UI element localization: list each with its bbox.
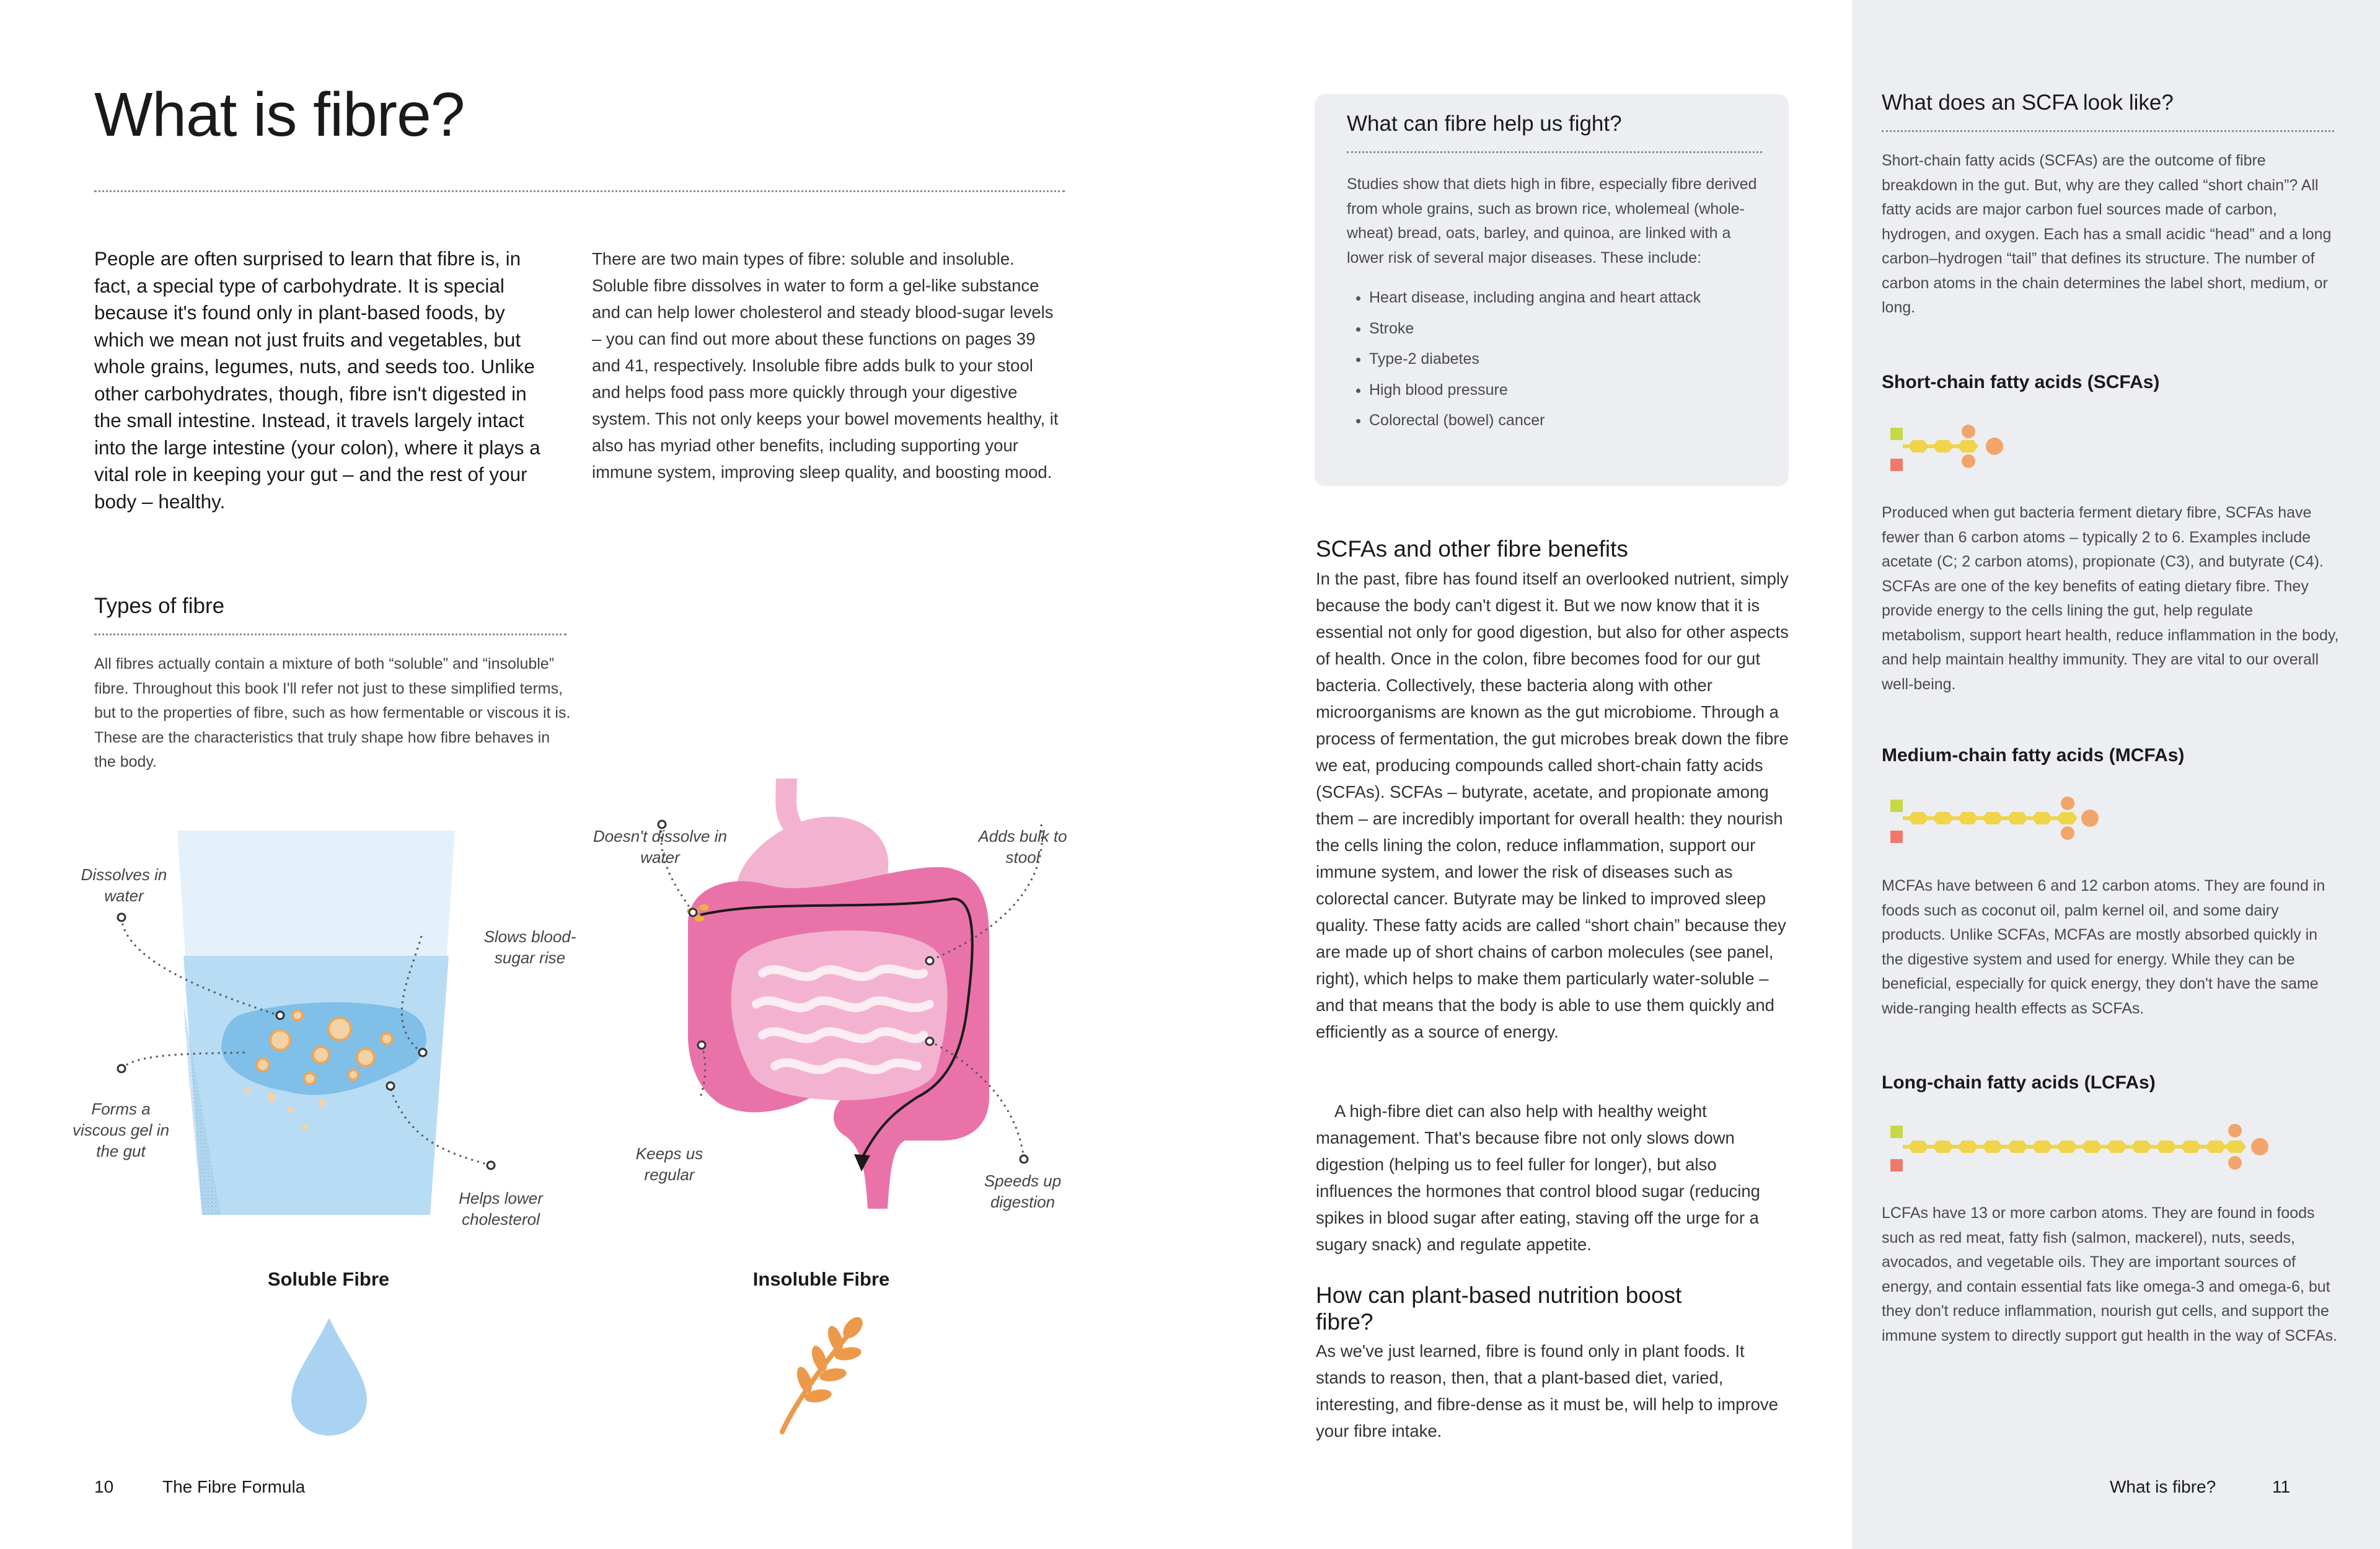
label-keeps-regular: Keeps us regular <box>635 1144 703 1184</box>
label-doesnt-dissolve: Doesn't dissolve in water <box>593 827 727 867</box>
wheat-grain-icon <box>769 1314 874 1438</box>
small-intestine-icon <box>731 930 948 1100</box>
scfa-title: Short-chain fatty acids (SCFAs) <box>1882 372 2160 392</box>
list-item: • Type-2 diabetes <box>1369 344 1772 375</box>
running-title-left: The Fibre Formula <box>162 1477 306 1496</box>
boost-heading: How can plant-based nutrition boost fibre? <box>1316 1282 1682 1335</box>
types-paragraph: There are two main types of fibre: soluble and insoluble. Soluble fibre dissolves in water to form a gel-like substance and can help lower cholesterol and steady blood-sugar levels – you can find out more about these functions on pages 39 and 41, respectively. Insoluble fibre adds bulk to your stool and helps food pass more quickly through your digestive system. This not only keeps your bowel movements healthy, it also has myriad other benefits, including supporting your immune system, improving sleep quality, and boosting mood. <box>592 249 1059 482</box>
mcfa-molecule-icon <box>1890 793 2101 843</box>
sidebar-divider <box>1882 130 2334 132</box>
insoluble-fibre-title: Insoluble Fibre <box>752 1268 890 1290</box>
list-item: • Colorectal (bowel) cancer <box>1369 405 1772 436</box>
lcfa-text: LCFAs have 13 or more carbon atoms. They are found in foods such as red meat, fatty fish (salmon, mackerel), nuts, seeds, avocados, and vegetable oils. They are important sources of energy, and contain essential fats like omega-3 and omega-6, but they don't reduce inflammation, nourish gut cells, and support the immune system to directly support gut health in the way of SCFAs. <box>1882 1204 2338 1344</box>
sidebar-heading: What does an SCFA look like? <box>1882 90 2174 115</box>
types-divider <box>94 633 566 635</box>
label-slows: Slows blood-sugar rise <box>483 927 576 967</box>
scfa-text: Produced when gut bacteria ferment dietary fibre, SCFAs have fewer than 6 carbon atoms – typically 2 to 6. Examples include acetate (C; 2 carbon atoms), propionate (C3), and butyrate (C4). SCFAs are one of the key benefits of eating dietary fibre. They provide energy to the cells lining the gut, help regulate metabolism, support heart health, reduce inflammation in the body, and help maintain healthy immunity. They are vital to our overall well-being. <box>1882 504 2339 693</box>
fight-divider <box>1347 151 1762 153</box>
running-title-right: What is fibre? <box>2110 1477 2216 1496</box>
mcfa-text: MCFAs have between 6 and 12 carbon atoms. They are found in foods such as coconut oil, palm kernel oil, and some dairy products. Unlike SCFAs, MCFAs are mostly absorbed quickly in the digestive system and used for energy. While they can be beneficial, especially for quick energy, they don't have the same wide-ranging health effects as SCFAs. <box>1882 877 2325 1017</box>
label-helps: Helps lower cholesterol <box>459 1189 543 1229</box>
scfa-heading: SCFAs and other fibre benefits <box>1316 536 1628 562</box>
label-forms: Forms a viscous gel in the gut <box>72 1100 170 1160</box>
mcfa-title: Medium-chain fatty acids (MCFAs) <box>1882 745 2185 766</box>
boost-paragraph: As we've just learned, fibre is found only in plant foods. It stands to reason, then, that a plant-based diet, varied, interesting, and fibre-dense as it must be, will help to improve your fibre intake. <box>1316 1341 1778 1441</box>
sidebar-intro: Short-chain fatty acids (SCFAs) are the outcome of fibre breakdown in the gut. But, why are they called “short chain”? All fatty acids are major carbon fuel sources made of carbon, hydrogen, and oxygen. Each has a small acidic “head” and a long carbon–hydrogen “tail” that defines its structure. The number of carbon atoms in the chain determines the label short, medium, or long. <box>1882 152 2332 316</box>
page-title: What is fibre? <box>94 80 465 149</box>
scfa-paragraph-2: A high-fibre diet can also help with healthy weight management. That's because fibre not only slows down digestion (helping us to feel fuller for longer), but also influences the hormones that control blood sugar (reducing spikes in blood sugar after eating, staving off the urge for a sugary snack) and regulate appetite. <box>1316 1101 1760 1254</box>
scfa-sidebar <box>1852 0 2380 1549</box>
scfa-molecule-icon <box>1890 421 2014 471</box>
scfa-paragraph-1: In the past, fibre has found itself an overlooked nutrient, simply because the body can't digest it. But we now know that it is essential not only for good digestion, but also for other aspects of health. Once in the colon, fibre becomes food for our gut bacteria. Collectively, these bacteria along with other microorganisms are known as the gut microbiome. Through a process of fermentation, the gut microbes break down the fibre we eat, producing compounds called short-chain fatty acids (SCFAs). SCFAs – butyrate, acetate, and propionate among them – are incredibly important for overall health: they nourish the cells lining the colon, reduce inflammation, support our immune system, and lower the risk of diseases such as colorectal cancer. Butyrate may be linked to improved sleep quality. These fatty acids are called “short chain” because they are made up of short chains of carbon molecules (see panel, right), which helps to make them particularly water-soluble – and that means that the body is able to use them quickly and efficiently as a source of energy. <box>1316 569 1789 1041</box>
water-drop-icon <box>289 1314 369 1438</box>
fight-heading: What can fibre help us fight? <box>1347 112 1622 136</box>
title-divider <box>94 190 1065 192</box>
intro-paragraph: People are often surprised to learn that fibre is, in fact, a special type of carbohydrate. It is special because it's found only in plant-based foods, by which we mean not just fruits and vegetables, but whole grains, legumes, nuts, and seeds too. Unlike other carbohydrates, though, fibre isn't digested in the small intestine. Instead, it travels largely intact into the large intestine (your colon), where it plays a vital role in keeping your gut – and the rest of your body – healthy. <box>94 247 540 513</box>
label-dissolves: Dissolves in water <box>81 865 167 905</box>
label-speeds-up: Speeds up digestion <box>984 1172 1062 1211</box>
fight-intro: Studies show that diets high in fibre, especially fibre derived from whole grains, such as brown rice, wholemeal (whole-wheat) bread, oats, barley, and quinoa, are linked with a lower risk of several major diseases. These include: <box>1347 175 1757 267</box>
lcfa-title: Long-chain fatty acids (LCFAs) <box>1882 1072 2156 1093</box>
fight-list <box>1347 283 1772 436</box>
page-number-left: 10 <box>94 1477 114 1496</box>
label-adds-bulk: Adds bulk to stool <box>978 827 1067 867</box>
fight-panel <box>1315 94 1789 486</box>
list-item: • High blood pressure <box>1369 375 1772 406</box>
types-body: All fibres actually contain a mixture of both “soluble” and “insoluble” fibre. Throughout this book I'll refer not just to these simplified terms, but to the properties of fibre, such as how fermentable or viscous it is. These are the characteristics that truly shape how fibre behaves in the body. <box>94 655 571 770</box>
page-number-right: 11 <box>2272 1477 2291 1496</box>
soluble-fibre-title: Soluble Fibre <box>267 1268 390 1290</box>
list-item: • Stroke <box>1369 314 1772 345</box>
list-item: • Heart disease, including angina and heart attack <box>1369 283 1772 314</box>
lcfa-molecule-icon <box>1890 1119 2275 1175</box>
types-heading: Types of fibre <box>94 594 225 618</box>
